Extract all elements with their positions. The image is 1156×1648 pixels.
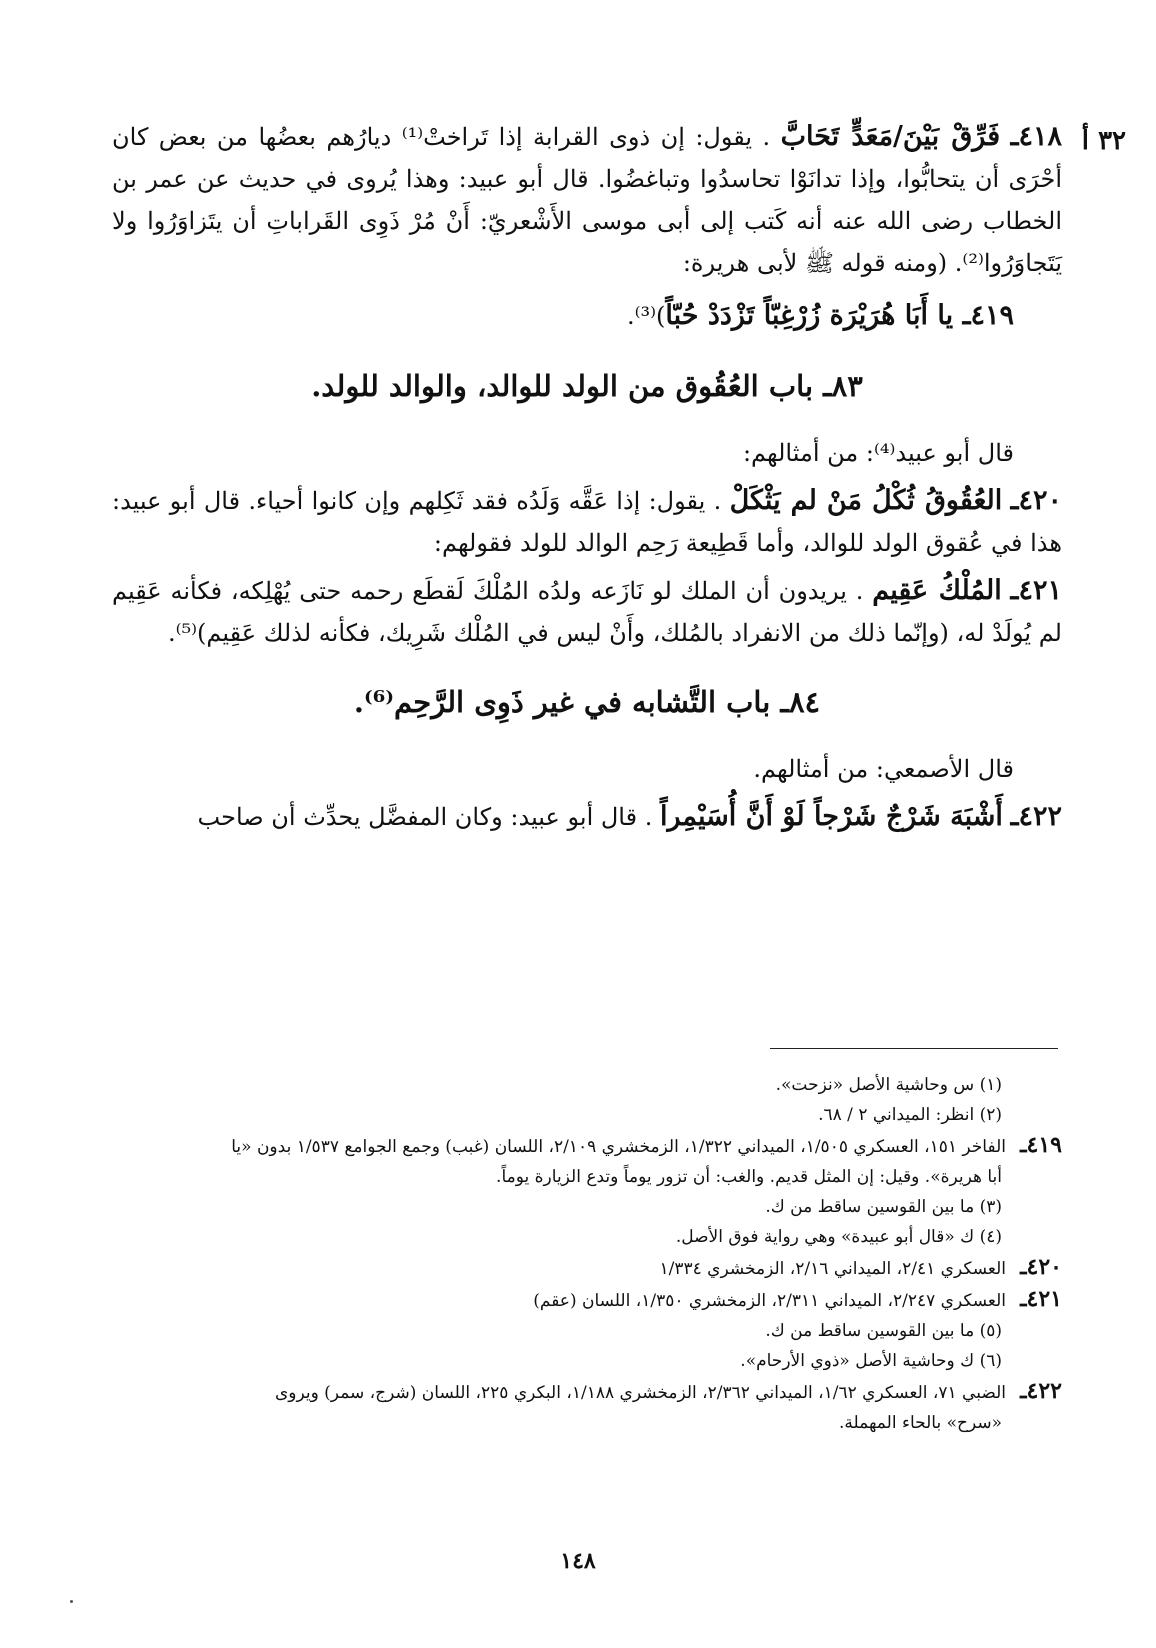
source-reference [92, 1376, 1062, 1408]
source-reference [92, 1284, 1062, 1316]
proverb-number: ٤٢٠ـ [1010, 485, 1062, 516]
paragraph-text: . يقول: إن ذوى القرابة إذا تَراختْ⁽¹⁾ ديارُهم بعضُها من بعض كان أحْرَى أن يتحابُّوا، وإذا تدانَوْا تحاسدُوا وتباغضُوا. قال أبو عبيد: وهذا يُروى في حديث عن عمر بن الخطاب رضى الله عنه أنه كَتب إلى أبى موسى الأَشْعريّ: أَنْ مُرْ ذَوِى القَراباتِ أن يتَزاوَرُوا ولا يَتَجاوَرُوا⁽²⁾. (ومنه قوله ﷺ لأبى هريرة: [112, 123, 1062, 277]
reference-number: ٤٢٢ـ [1020, 1378, 1062, 1404]
paragraph-text: . قال أبو عبيد: وكان المفضَّل يحدِّث أن صاحب [197, 803, 653, 831]
footnote-divider [770, 1048, 1058, 1049]
intro-84: قال الأصمعي: من أمثالهم. [753, 755, 1014, 783]
reference-number: ٤١٩ـ [1020, 1132, 1062, 1158]
page-number: ١٤٨ [560, 1548, 596, 1574]
reference-text: الفاخر ١٥١، العسكري ١/٥٠٥، الميداني ١/٣٢٢، الزمخشري ٢/١٠٩، اللسان (غبب) وجمع الجوامع ١/٥٣٧ بدون «يا [231, 1137, 1006, 1157]
section-heading-84: ٨٤ـ باب التَّشابه في غير ذَوِى الرَّحِم⁽⁶⁾. [353, 685, 821, 719]
paragraph-419 [112, 294, 1062, 338]
reference-text: العسكري ٢/٢٤٧، الميداني ٢/٣١١، الزمخشري ١/٣٥٠، اللسان (عقم) [533, 1291, 1006, 1311]
source-reference [92, 1252, 1062, 1284]
paragraph-418 [112, 116, 1062, 284]
footnote-continuation: «سرح» بالحاء المهملة. [839, 1413, 1002, 1433]
scan-speck [70, 1600, 73, 1603]
paragraph-421 [112, 570, 1062, 654]
proverb-text: المُلْكُ عَقِيم [872, 575, 1002, 606]
proverb-number: ٤١٨ـ [1010, 121, 1062, 152]
paragraph-text: . يريدون أن الملك لو نَازَعه ولدُه المُلْكَ لَقطَع رحمه حتى يُهْلِكه، فكأنه عَقِيم لم يُولَدْ له، (وإنّما ذلك من الانفراد بالمُلك، وأَنْ ليس في المُلْك شَرِيك، فكأنه لذلك عَقِيم)⁽⁵⁾. [112, 577, 1062, 647]
reference-text: العسكري ٢/٤١، الميداني ٢/١٦، الزمخشري ١/٣٣٤ [659, 1259, 1006, 1279]
paragraph-text: . يقول: إذا عَقَّه وَلَدُه فقد ثَكِلهم وإن كانوا أحياء. قال أبو عبيد: هذا في عُقوق الولد للوالد، وأما قَطِيعة رَحِم الوالد للولد فقولهم: [112, 487, 1062, 557]
proverb-number: ٤٢٢ـ [1010, 801, 1062, 832]
footnote: (١) س وحاشية الأصل «نزحت». [775, 1075, 1002, 1095]
reference-number: ٤٢١ـ [1020, 1286, 1062, 1312]
proverb-text: العُقُوقُ ثُكْلُ مَنْ لم يَثْكَلْ [729, 485, 1003, 516]
footnotes [92, 1070, 1062, 1438]
margin-folio-note: ٣٢ أ [1081, 126, 1126, 156]
proverb-text: يا أَبَا هُرَيْرَة زُرْغِبّاً تَزْدَدْ حُبّاً [665, 300, 954, 331]
proverb-number: ٤٢١ـ [1010, 575, 1062, 606]
intro-83: قال أبو عبيد⁽⁴⁾: من أمثالهم: [742, 439, 1014, 467]
paragraph-422 [112, 796, 1062, 838]
paragraph-text: )⁽³⁾. [626, 302, 666, 330]
footnote: (٥) ما بين القوسين ساقط من ك. [765, 1321, 1002, 1341]
section-heading-83: ٨٣ـ باب العُقُوق من الولد للوالد، والوالد للولد. [311, 369, 863, 403]
paragraph-420 [112, 480, 1062, 564]
reference-text: الضبي ٧١، العسكري ١/٦٢، الميداني ٢/٣٦٢، الزمخشري ١/١٨٨، البكري ٢٢٥، اللسان (شرج، سمر) ويروى [274, 1383, 1006, 1403]
footnote: (٣) ما بين القوسين ساقط من ك. [765, 1197, 1002, 1217]
reference-number: ٤٢٠ـ [1020, 1254, 1062, 1280]
footnote-continuation: أبا هريرة». وقيل: إن المثل قديم. والغب: أن تزور يوماً وتدع الزيارة يوماً. [496, 1167, 1002, 1187]
source-reference [92, 1130, 1062, 1162]
proverb-number: ٤١٩ـ [962, 300, 1014, 331]
proverb-text: فَرِّقْ بَيْنَ/مَعَدٍّ تَحَابَّ [780, 121, 1001, 152]
footnote: (٢) انظر: الميداني ٢ / ٦٨. [818, 1105, 1002, 1125]
footnote: (٤) ك «قال أبو عبيدة» وهي رواية فوق الأصل. [675, 1227, 1002, 1247]
proverb-text: أَشْبَهَ شَرْجٌ شَرْجاً لَوْ أَنَّ أُسَيْمِراً [660, 801, 1003, 832]
footnote: (٦) ك وحاشية الأصل «ذوي الأرحام». [740, 1351, 1002, 1371]
main-text [112, 116, 1062, 838]
